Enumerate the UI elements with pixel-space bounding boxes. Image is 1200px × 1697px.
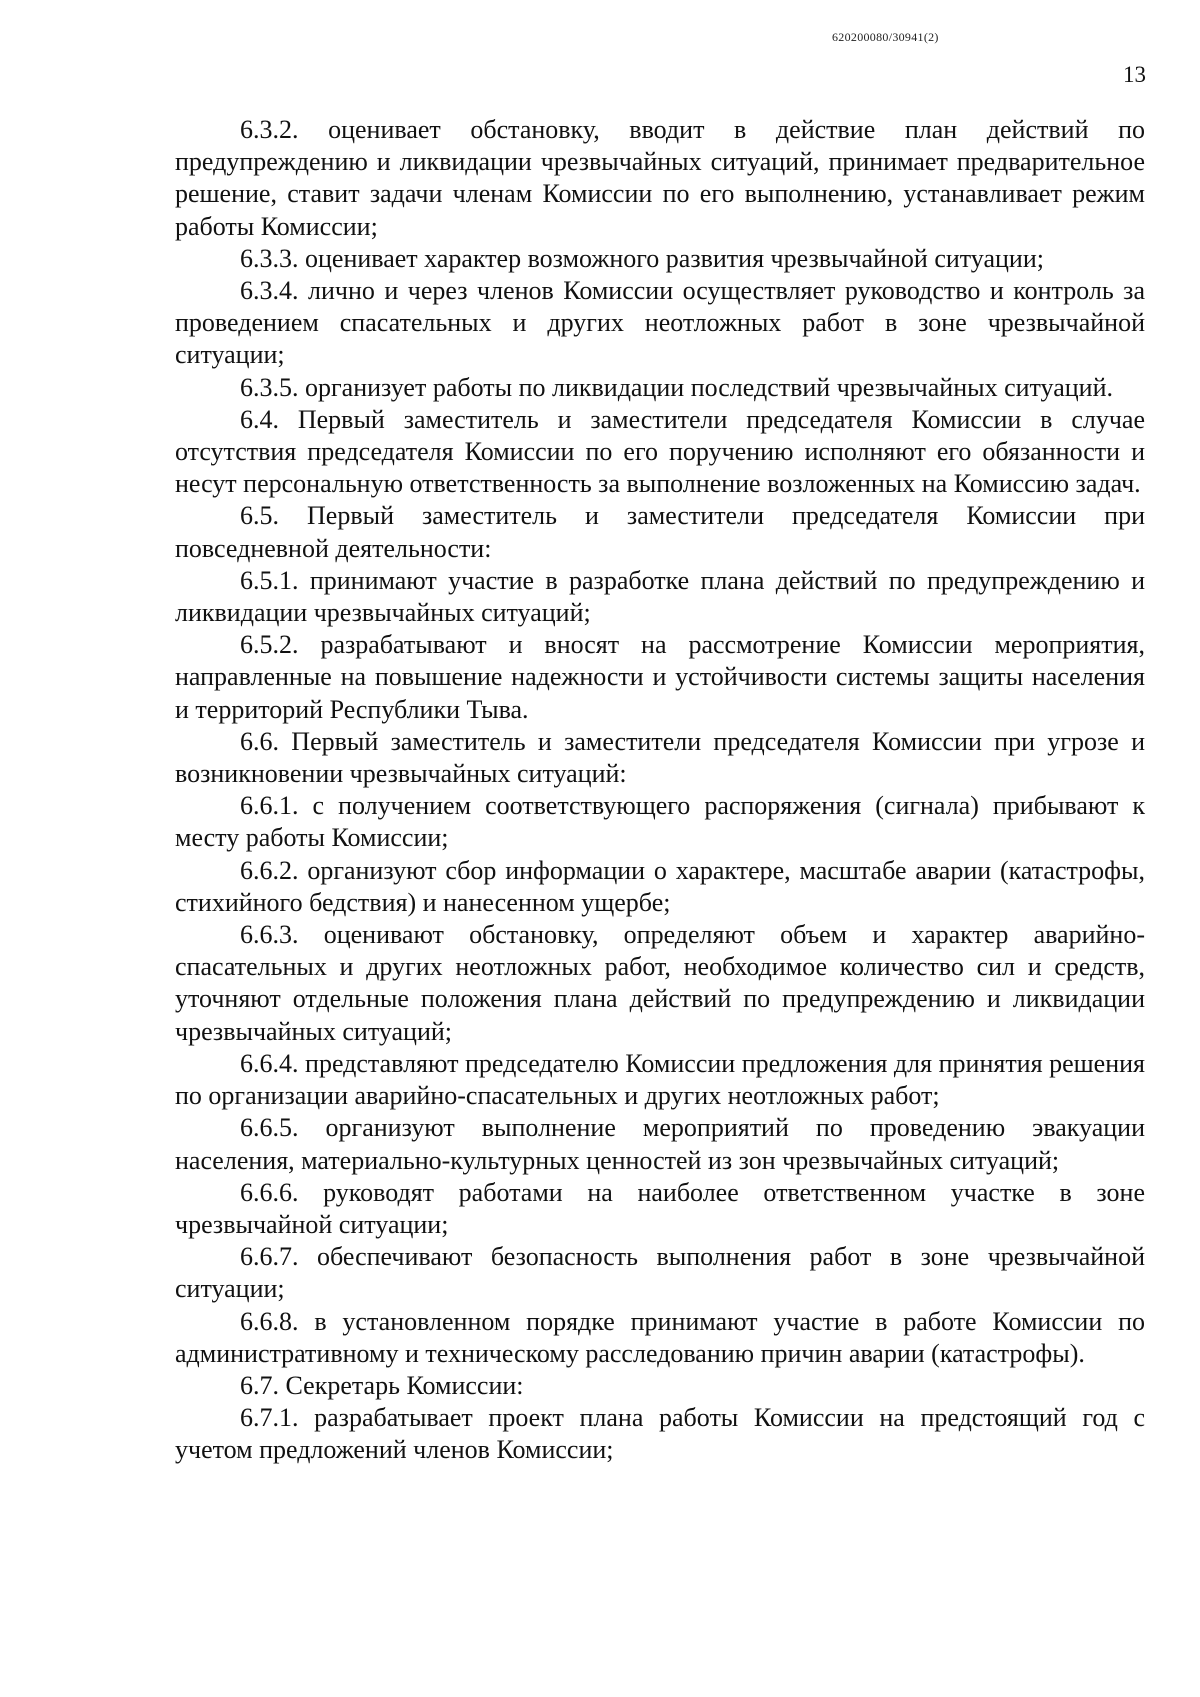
- paragraph-6-7: 6.7. Секретарь Комиссии:: [240, 1370, 524, 1400]
- paragraph-6-3-5: 6.3.5. организует работы по ликвидации последствий чрезвычайных ситуаций.: [240, 372, 1113, 402]
- paragraph-6-5: 6.5. Первый заместитель и заместители председателя Комиссии при повседневной деятельности:: [175, 501, 1145, 563]
- paragraph-6-6-8: 6.6.8. в установленном порядке принимают участие в работе Комиссии по административному и техническому расследованию причин аварии (катастрофы).: [175, 1306, 1145, 1368]
- paragraph-6-6-3: 6.6.3. оценивают обстановку, определяют объем и характер аварийно-спасательных и других неотложных работ, необходимое количество сил и средств, уточняют отдельные положения плана действий по предупреждению и ликвидации чрезвычайных ситуаций;: [175, 920, 1145, 1046]
- paragraph-6-3-4: 6.3.4. лично и через членов Комиссии осуществляет руководство и контроль за проведением спасательных и других неотложных работ в зоне чрезвычайной ситуации;: [175, 276, 1145, 370]
- document-code: 620200080/30941(2): [832, 30, 939, 44]
- paragraph-6-6-1: 6.6.1. с получением соответствующего распоряжения (сигнала) прибывают к месту работы Комиссии;: [175, 791, 1145, 853]
- document-body: [175, 114, 1145, 1467]
- paragraph-6-6-5: 6.6.5. организуют выполнение мероприятий по проведению эвакуации населения, материально-культурных ценностей из зон чрезвычайных ситуаций;: [175, 1113, 1145, 1175]
- page-number: 13: [1123, 62, 1146, 87]
- paragraph-6-5-2: 6.5.2. разрабатывают и вносят на рассмотрение Комиссии мероприятия, направленные на повышение надежности и устойчивости системы защиты населения и территорий Республики Тыва.: [175, 630, 1145, 724]
- paragraph-6-5-1: 6.5.1. принимают участие в разработке плана действий по предупреждению и ликвидации чрезвычайных ситуаций;: [175, 565, 1145, 628]
- paragraph-6-7-1: 6.7.1. разрабатывает проект плана работы Комиссии на предстоящий год с учетом предложений членов Комиссии;: [175, 1403, 1145, 1465]
- paragraph-6-6-7: 6.6.7. обеспечивают безопасность выполнения работ в зоне чрезвычайной ситуации;: [175, 1242, 1145, 1304]
- paragraph-6-6-4: 6.6.4. представляют председателю Комиссии предложения для принятия решения по организации аварийно-спасательных и других неотложных работ;: [175, 1048, 1145, 1111]
- paragraph-6-3-2: 6.3.2. оценивает обстановку, вводит в действие план действий по предупреждению и ликвидации чрезвычайных ситуаций, принимает предварительное решение, ставит задачи членам Комиссии по его выполнению, устанавливает режим работы Комиссии;: [175, 115, 1145, 241]
- paragraph-6-3-3: 6.3.3. оценивает характер возможного развития чрезвычайной ситуации;: [240, 243, 1044, 273]
- paragraph-6-6: 6.6. Первый заместитель и заместители председателя Комиссии при угрозе и возникновении чрезвычайных ситуаций:: [175, 726, 1145, 789]
- paragraph-6-4: 6.4. Первый заместитель и заместители председателя Комиссии в случае отсутствия председателя Комиссии по его поручению исполняют его обязанности и несут персональную ответственность за выполнение возложенных на Комиссию задач.: [175, 404, 1145, 499]
- paragraph-6-6-6: 6.6.6. руководят работами на наиболее ответственном участке в зоне чрезвычайной ситуации;: [175, 1177, 1145, 1239]
- paragraph-6-6-2: 6.6.2. организуют сбор информации о характере, масштабе аварии (катастрофы, стихийного бедствия) и нанесенном ущербе;: [175, 855, 1145, 917]
